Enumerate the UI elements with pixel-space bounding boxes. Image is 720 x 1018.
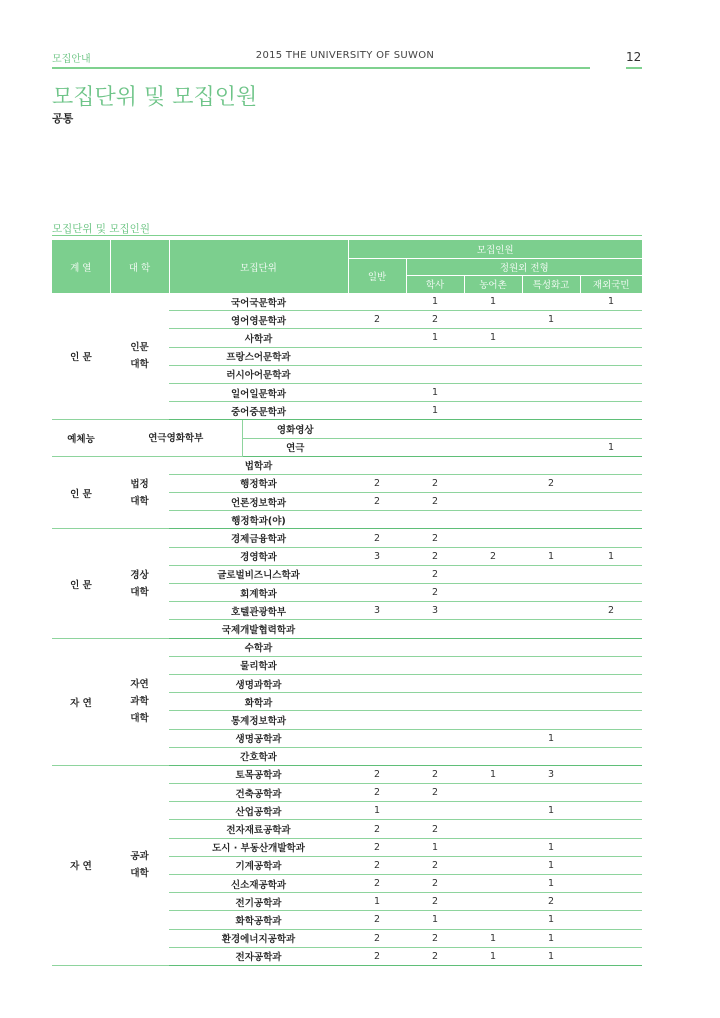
cell-value [522,383,580,401]
cell-value [522,456,580,474]
cell-value: 2 [348,784,406,802]
cell-value [580,929,642,947]
cell-college: 경상 대학 [110,529,169,638]
cell-value [580,656,642,674]
cell-unit: 전자재료공학과 [169,820,348,838]
cell-unit: 전자공학과 [169,947,348,965]
cell-value [464,693,522,711]
cell-value: 1 [464,947,522,965]
cell-value [522,511,580,529]
cell-value [348,565,406,583]
cell-value: 2 [348,911,406,929]
cell-value: 3 [348,547,406,565]
cell-value [580,474,642,492]
cell-value [522,438,580,456]
cell-value [406,420,464,438]
cell-value [348,347,406,365]
cell-college: 공과 대학 [110,765,169,965]
cell-value: 1 [522,729,580,747]
header-sub-1: 농어촌 [464,275,522,293]
cell-value [580,584,642,602]
cell-value: 2 [348,493,406,511]
cell-value [348,402,406,420]
cell-value: 2 [348,875,406,893]
cell-value [522,674,580,692]
cell-value [464,565,522,583]
cell-unit: 중어중문학과 [169,402,348,420]
header-general: 일반 [348,258,406,293]
cell-value [522,420,580,438]
cell-value [464,784,522,802]
cell-unit: 언론정보학과 [169,493,348,511]
cell-value [580,711,642,729]
cell-value [580,383,642,401]
cell-value: 2 [348,947,406,965]
page-title: 모집단위 및 모집인원 [52,85,258,110]
cell-value [464,438,522,456]
table-row [52,765,642,783]
cell-value [464,383,522,401]
cell-value [406,347,464,365]
cell-unit: 화학공학과 [169,911,348,929]
cell-value: 1 [406,293,464,311]
cell-value [464,893,522,911]
cell-value [406,711,464,729]
cell-value [464,347,522,365]
cell-gye: 자 연 [52,638,110,765]
cell-value: 1 [406,383,464,401]
cell-value [580,893,642,911]
cell-value [464,402,522,420]
cell-value: 1 [522,947,580,965]
cell-value [348,365,406,383]
cell-value: 2 [522,893,580,911]
cell-gye: 인 문 [52,529,110,638]
cell-value [522,602,580,620]
cell-unit: 생명과학과 [169,674,348,692]
cell-value [348,329,406,347]
cell-value [464,747,522,765]
cell-value: 1 [464,929,522,947]
cell-gye: 인 문 [52,293,110,420]
cell-value [522,293,580,311]
cell-value: 1 [580,547,642,565]
cell-value: 1 [522,838,580,856]
cell-value [580,420,642,438]
cell-value [464,474,522,492]
cell-unit: 법학과 [169,456,348,474]
cell-value [522,656,580,674]
cell-value: 1 [406,838,464,856]
cell-value [580,365,642,383]
cell-value [580,493,642,511]
cell-value: 1 [464,329,522,347]
cell-value [348,420,406,438]
table-row [52,529,642,547]
cell-value [348,674,406,692]
header-sub-2: 특성화고 [522,275,580,293]
cell-unit: 도시 · 부동산개발학과 [169,838,348,856]
cell-value: 2 [406,311,464,329]
cell-value [348,620,406,638]
cell-value: 1 [464,765,522,783]
cell-value [464,456,522,474]
cell-value: 2 [464,547,522,565]
cell-value [580,565,642,583]
cell-value: 3 [522,765,580,783]
cell-value [580,456,642,474]
cell-gye: 자 연 [52,765,110,965]
cell-value [580,765,642,783]
cell-value: 2 [522,474,580,492]
cell-value [406,638,464,656]
cell-value [348,729,406,747]
cell-value [464,875,522,893]
cell-college: 인문 대학 [110,293,169,420]
cell-value [580,729,642,747]
cell-value: 2 [406,565,464,583]
cell-college: 법정 대학 [110,456,169,529]
cell-unit: 기계공학과 [169,856,348,874]
cell-unit: 생명공학과 [169,729,348,747]
cell-value [464,638,522,656]
header-unit: 모집단위 [169,240,348,293]
cell-value: 2 [406,856,464,874]
cell-unit: 일어일문학과 [169,383,348,401]
cell-unit: 사학과 [169,329,348,347]
cell-unit: 연극 [242,438,348,456]
cell-value [522,565,580,583]
cell-value [464,620,522,638]
cell-value [406,511,464,529]
cell-value [522,365,580,383]
cell-value [580,311,642,329]
cell-value [580,820,642,838]
cell-value: 2 [348,838,406,856]
cell-value [580,947,642,965]
cell-value [580,638,642,656]
cell-value [464,856,522,874]
cell-value [406,693,464,711]
header-sub-3: 재외국민 [580,275,642,293]
cell-value: 1 [348,802,406,820]
cell-value: 1 [522,875,580,893]
section-rule [52,235,642,236]
cell-unit: 간호학과 [169,747,348,765]
cell-value [348,456,406,474]
cell-value [406,620,464,638]
header-quota: 모집인원 [348,240,642,258]
cell-value [580,529,642,547]
cell-value: 1 [522,929,580,947]
header-gye: 계 열 [52,240,110,293]
cell-value: 2 [406,820,464,838]
cell-value [406,802,464,820]
cell-value [464,656,522,674]
cell-value [348,383,406,401]
cell-value [522,529,580,547]
cell-unit: 국제개발협력학과 [169,620,348,638]
cell-value: 2 [406,474,464,492]
cell-unit: 화학과 [169,693,348,711]
section-title: 모집단위 및 모집인원 [52,223,150,235]
cell-unit: 영화영상 [242,420,348,438]
cell-value: 1 [406,911,464,929]
cell-unit: 수학과 [169,638,348,656]
cell-value [464,365,522,383]
cell-value [464,729,522,747]
cell-value [464,911,522,929]
cell-gye: 예체능 [52,420,110,456]
cell-unit: 글로벌비즈니스학과 [169,565,348,583]
cell-value [522,784,580,802]
cell-value: 1 [580,438,642,456]
cell-value [464,493,522,511]
cell-value: 2 [348,929,406,947]
page-number-rule [626,67,642,69]
cell-value: 2 [406,529,464,547]
cell-unit: 물리학과 [169,656,348,674]
table-body [52,293,642,965]
cell-unit: 회계학과 [169,584,348,602]
cell-value [580,911,642,929]
cell-value: 1 [406,329,464,347]
cell-value: 2 [406,875,464,893]
cell-value: 1 [522,911,580,929]
cell-value: 1 [522,547,580,565]
cell-value: 2 [348,856,406,874]
cell-value [348,693,406,711]
cell-value [522,693,580,711]
cell-value [580,802,642,820]
cell-value [406,729,464,747]
cell-value [580,784,642,802]
cell-value: 2 [348,529,406,547]
cell-value: 1 [522,856,580,874]
cell-value [348,511,406,529]
cell-value [348,638,406,656]
cell-value: 2 [406,547,464,565]
table-row [52,420,642,438]
cell-value [348,584,406,602]
cell-value: 2 [348,820,406,838]
header-outside: 정원외 전형 [406,258,642,275]
cell-value: 2 [348,474,406,492]
cell-unit: 호텔관광학부 [169,602,348,620]
cell-value [580,347,642,365]
table-row [52,293,642,311]
cell-value [580,838,642,856]
cell-value [522,711,580,729]
cell-value: 2 [348,765,406,783]
cell-value: 1 [522,802,580,820]
cell-value [348,438,406,456]
cell-value: 2 [406,947,464,965]
cell-value: 3 [348,602,406,620]
table-row [52,638,642,656]
cell-unit: 프랑스어문학과 [169,347,348,365]
cell-value [406,747,464,765]
cell-value [406,674,464,692]
cell-value [464,529,522,547]
cell-value: 3 [406,602,464,620]
cell-unit: 행정학과 [169,474,348,492]
cell-value: 2 [406,929,464,947]
cell-value: 1 [522,311,580,329]
cell-value [580,747,642,765]
cell-value [580,693,642,711]
cell-value [522,329,580,347]
cell-value: 1 [580,293,642,311]
cell-value [348,293,406,311]
header-section-label: 모집안내 [52,54,91,65]
cell-value [522,620,580,638]
cell-value: 1 [348,893,406,911]
header-rule [52,67,590,69]
cell-value [580,856,642,874]
cell-value [464,311,522,329]
header-sub-0: 학사 [406,275,464,293]
cell-gye: 인 문 [52,456,110,529]
cell-value: 2 [348,311,406,329]
cell-value [464,584,522,602]
cell-value [580,875,642,893]
recruitment-table [52,240,642,966]
cell-unit: 환경에너지공학과 [169,929,348,947]
cell-value: 2 [406,493,464,511]
cell-value [522,493,580,511]
cell-value: 2 [406,784,464,802]
cell-value: 2 [580,602,642,620]
page-number: 12 [626,50,642,64]
cell-unit: 경제금융학과 [169,529,348,547]
cell-value [522,638,580,656]
cell-unit: 행정학과(야) [169,511,348,529]
header-college: 대 학 [110,240,169,293]
cell-value [348,656,406,674]
cell-unit: 통계정보학과 [169,711,348,729]
cell-value [348,747,406,765]
cell-value [464,602,522,620]
cell-unit: 건축공학과 [169,784,348,802]
page-subtitle: 공통 [52,112,74,125]
cell-value [406,365,464,383]
cell-value [580,674,642,692]
cell-value [522,820,580,838]
cell-value [464,511,522,529]
cell-value [464,802,522,820]
cell-value [580,511,642,529]
cell-value [464,838,522,856]
cell-value: 2 [406,765,464,783]
cell-value [406,456,464,474]
cell-value: 2 [406,893,464,911]
cell-unit: 산업공학과 [169,802,348,820]
cell-value [464,674,522,692]
cell-value [464,420,522,438]
cell-value [406,438,464,456]
cell-value [522,402,580,420]
cell-value: 1 [464,293,522,311]
cell-value [406,656,464,674]
cell-unit: 신소재공학과 [169,875,348,893]
cell-unit: 토목공학과 [169,765,348,783]
cell-value [464,711,522,729]
cell-value [580,620,642,638]
cell-value [580,402,642,420]
cell-college: 자연 과학 대학 [110,638,169,765]
cell-unit: 러시아어문학과 [169,365,348,383]
cell-value [464,820,522,838]
cell-college: 연극영화학부 [110,420,242,456]
cell-unit: 영어영문학과 [169,311,348,329]
cell-unit: 전기공학과 [169,893,348,911]
cell-unit: 경영학과 [169,547,348,565]
cell-value [522,347,580,365]
cell-value [348,711,406,729]
table-row [52,456,642,474]
header-publication-title: 2015 THE UNIVERSITY OF SUWON [255,50,435,61]
cell-value [522,747,580,765]
cell-unit: 국어국문학과 [169,293,348,311]
cell-value [580,329,642,347]
cell-value: 1 [406,402,464,420]
cell-value: 2 [406,584,464,602]
cell-value [522,584,580,602]
